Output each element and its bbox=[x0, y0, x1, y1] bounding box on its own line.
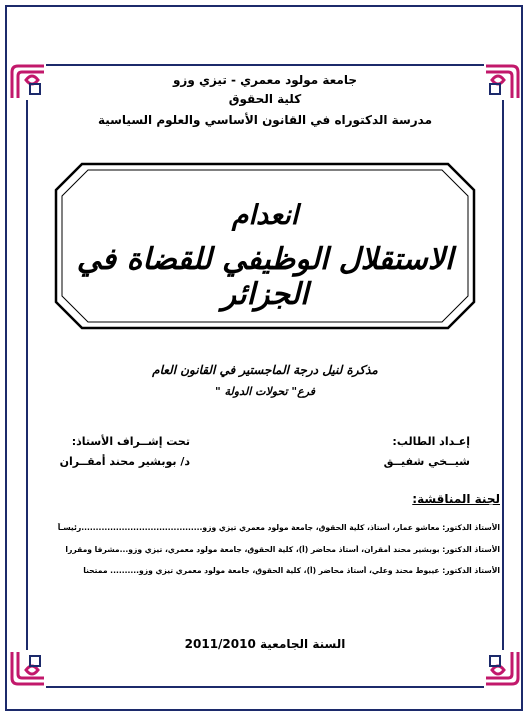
title-line-1: انعدام bbox=[231, 200, 299, 231]
student-label: إعـداد الطالب: bbox=[392, 435, 470, 448]
student-name: شيــخي شفيــق bbox=[383, 455, 470, 468]
doctoral-school-name: مدرسة الدكتوراه في القانون الأساسي والعلوم السياسية bbox=[97, 113, 433, 127]
top-rule bbox=[46, 64, 484, 66]
title-frame bbox=[52, 160, 478, 332]
committee-member: الأستاذ الدكتور: بوبشير محند أمقران، أستاذ محاضر (أ)، كلية الحقوق، جامعة مولود معمري، تيزي وزو...مشرفا ومقررا bbox=[65, 545, 500, 554]
corner-ornament-bottom-right-icon bbox=[482, 648, 522, 688]
committee-member: الأستاذ الدكتور: معاشو عمار، أستاذ، كلية الحقوق، جامعة مولود معمري تيزي وزو..........................................رئيسـاً bbox=[57, 523, 500, 532]
bottom-rule bbox=[46, 686, 484, 688]
corner-ornament-bottom-left-icon bbox=[8, 648, 48, 688]
committee-member: الأستاذ الدكتور: عيبوط محند وعلي، أستاذ محاضر (أ)، كلية الحقوق، جامعة مولود معمري تيزي وزو.......... ممتحنا bbox=[83, 566, 500, 575]
branch-name: فرع" تحولات الدولة " bbox=[214, 385, 316, 398]
committee-label: لجنة المناقشة: bbox=[412, 492, 500, 506]
page-border bbox=[5, 5, 523, 711]
academic-year: السنة الجامعية 2011/2010 bbox=[184, 637, 346, 651]
title-line-2: الاستقلال الوظيفي للقضاة في الجزائر bbox=[76, 242, 454, 312]
faculty-name: كلية الحقوق bbox=[228, 92, 302, 106]
memo-description: مذكرة لنيل درجة الماجستير في القانون العام bbox=[152, 363, 378, 377]
supervisor-label: تحت إشــراف الأستاذ: bbox=[71, 435, 190, 448]
supervisor-name: د/ بوبشير محند أمقــران bbox=[59, 455, 190, 468]
university-name: جامعة مولود معمري - تيزي وزو bbox=[172, 73, 358, 87]
